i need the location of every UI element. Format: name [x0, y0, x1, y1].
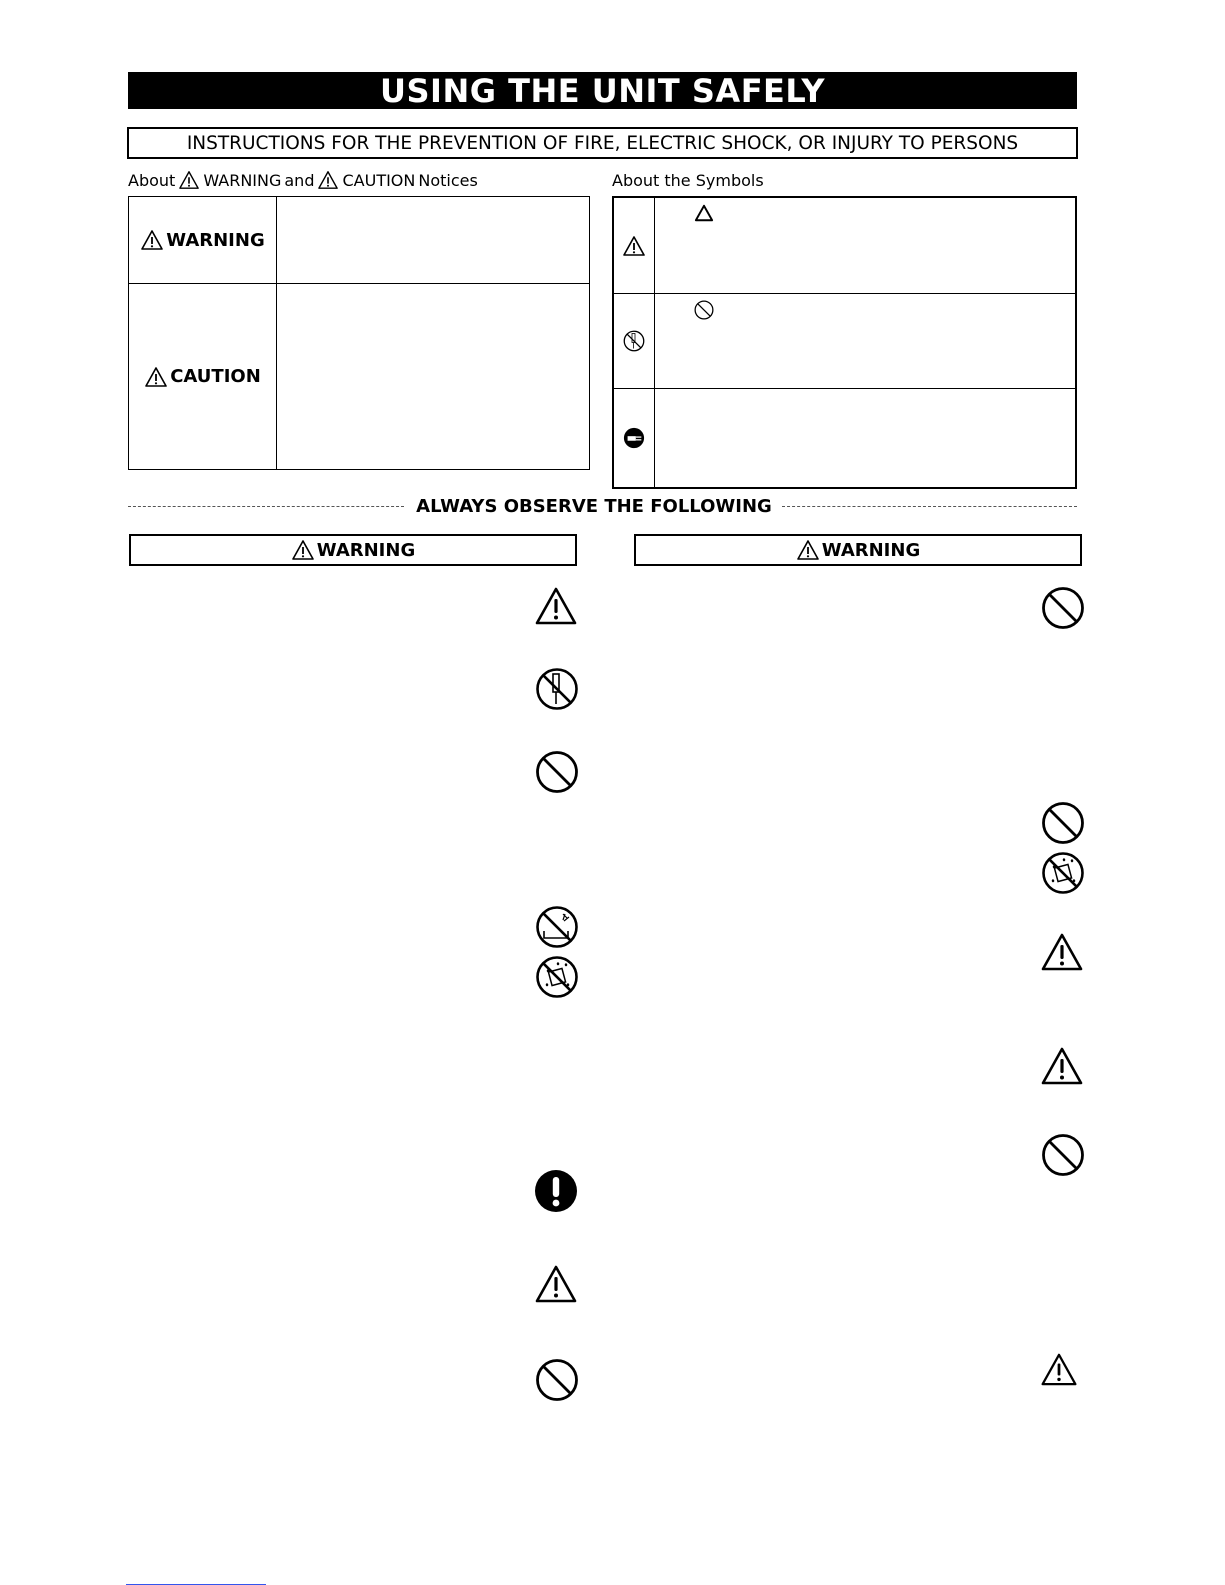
no-water-icon: [535, 955, 579, 999]
notices-heading-suffix: Notices: [418, 170, 478, 190]
no-wet-location-icon: [535, 905, 579, 949]
notices-heading-and: and: [284, 170, 315, 190]
warning-triangle-icon: [178, 170, 200, 190]
symbol-row-triangle: [614, 198, 1075, 294]
divider-line-left: [128, 506, 404, 507]
warning-triangle-icon: [1040, 1352, 1078, 1387]
no-water-icon: [1041, 851, 1085, 895]
no-disassembly-icon: [623, 330, 645, 352]
warning-triangle-icon: [622, 235, 646, 257]
open-triangle-icon: [694, 204, 714, 222]
notices-heading-prefix: About: [128, 170, 176, 190]
caution-label-text: CAUTION: [170, 366, 261, 387]
caution-triangle-icon: [144, 366, 168, 388]
mandatory-icon: [534, 1169, 578, 1213]
symbol-row-prohibited: [614, 294, 1075, 389]
warning-triangle-icon: [796, 539, 820, 561]
left-warning-header: [129, 534, 577, 566]
warning-triangle-icon: [534, 1264, 578, 1304]
observe-heading: ALWAYS OBSERVE THE FOLLOWING: [416, 496, 772, 517]
notices-heading-caution: CAUTION: [342, 170, 416, 190]
page-subtitle: INSTRUCTIONS FOR THE PREVENTION OF FIRE, ELECTRIC SHOCK, OR INJURY TO PERSONS: [127, 127, 1078, 159]
no-disassembly-icon: [535, 667, 579, 711]
symbols-table: [612, 196, 1077, 489]
prohibited-icon: [694, 300, 714, 320]
prohibited-icon: [535, 1358, 579, 1402]
notices-table: [128, 196, 590, 470]
caution-triangle-icon: [317, 170, 339, 190]
unplug-icon: [623, 427, 645, 449]
warning-notice-row: [129, 197, 589, 284]
warning-notice-label: [129, 197, 277, 283]
prohibited-icon: [1041, 586, 1085, 630]
symbol-row-mandatory: [614, 389, 1075, 487]
warning-triangle-icon: [534, 586, 578, 626]
warning-triangle-icon: [291, 539, 315, 561]
page-title: USING THE UNIT SAFELY: [128, 72, 1077, 109]
warning-triangle-icon: [1040, 1046, 1084, 1086]
symbols-heading-text: About the Symbols: [612, 170, 764, 190]
observe-divider: [128, 496, 1077, 518]
warning-triangle-icon: [1040, 932, 1084, 972]
left-warning-header-text: WARNING: [316, 539, 416, 561]
caution-notice-label: [129, 284, 277, 469]
right-warning-header: [634, 534, 1082, 566]
symbols-heading: [612, 170, 764, 190]
prohibited-icon: [1041, 801, 1085, 845]
notices-heading: [128, 170, 478, 190]
notices-heading-warning: WARNING: [203, 170, 282, 190]
prohibited-icon: [535, 750, 579, 794]
warning-label-text: WARNING: [166, 229, 265, 251]
prohibited-icon: [1041, 1133, 1085, 1177]
caution-notice-row: [129, 284, 589, 469]
right-warning-header-text: WARNING: [821, 539, 921, 561]
divider-line-right: [782, 506, 1077, 507]
warning-triangle-icon: [140, 229, 164, 251]
